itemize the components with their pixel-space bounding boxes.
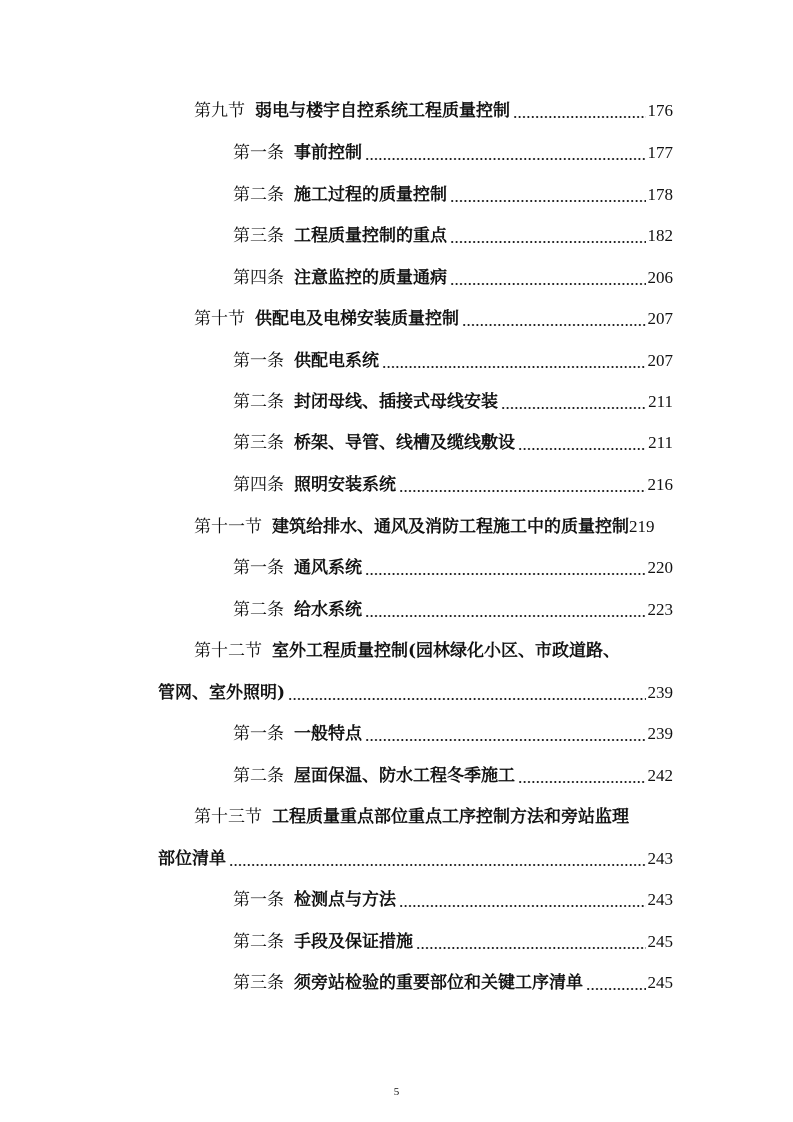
toc-entry-number: 第三条 (233, 973, 284, 993)
toc-entry-title: 室外工程质量控制(园林绿化小区、市政道路、 (272, 641, 621, 661)
toc-entry-page: 207 (647, 309, 673, 328)
page-number: 5 (393, 1086, 400, 1098)
dot-leader (399, 490, 646, 492)
toc-entry-title: 给水系统 (294, 600, 362, 620)
toc-entry-number: 第四条 (233, 475, 284, 495)
toc-entry-number: 第一条 (233, 890, 284, 910)
toc-entry-title: 一般特点 (294, 724, 362, 744)
dot-leader (365, 615, 646, 617)
toc-entry-number: 第一条 (233, 558, 284, 578)
toc-entry-title: 管网、室外照明) (158, 683, 286, 703)
toc-entry-page: 182 (647, 226, 673, 245)
toc-entry-title: 照明安装系统 (294, 475, 396, 495)
dot-leader (229, 864, 646, 866)
toc-entry-number: 第十一节 (194, 517, 262, 537)
toc-entry-number: 第二条 (233, 766, 284, 786)
toc-entry-title: 施工过程的质量控制 (294, 185, 447, 205)
toc-entry-title: 封闭母线、插接式母线安装 (294, 392, 498, 412)
dot-leader (450, 241, 646, 243)
toc-entry-title: 注意监控的质量通病 (294, 268, 447, 288)
toc-entry-article[interactable] (233, 885, 673, 911)
toc-entry-page: 220 (647, 558, 673, 577)
toc-entry-number: 第四条 (233, 268, 284, 288)
toc-entry-page: 206 (647, 268, 673, 287)
toc-entry-page: 176 (647, 101, 673, 120)
toc-entry-title: 弱电与楼宇自控系统工程质量控制 (255, 101, 510, 121)
toc-entry-page: 178 (647, 185, 673, 204)
dot-leader (399, 905, 646, 907)
toc-entry-page: 216 (647, 475, 673, 494)
toc-entry-article[interactable] (233, 470, 673, 496)
toc-entry-title: 工程质量控制的重点 (294, 226, 447, 246)
toc-entry-number: 第一条 (233, 143, 284, 163)
toc-entry-title: 手段及保证措施 (294, 932, 413, 952)
toc-entry-number: 第三条 (233, 433, 284, 453)
toc-entry-number: 第二条 (233, 392, 284, 412)
toc-entry-title: 须旁站检验的重要部位和关键工序清单 (294, 973, 583, 993)
toc-entry-article[interactable] (233, 263, 673, 289)
toc-entry-title: 建筑给排水、通风及消防工程施工中的质量控制 (272, 517, 629, 537)
dot-leader (518, 448, 646, 450)
toc-entry-number: 第十节 (194, 309, 245, 329)
dot-leader (518, 781, 646, 783)
dot-leader (586, 988, 646, 990)
toc-entry-page: 219 (629, 517, 655, 536)
toc-entry-section-11[interactable] (194, 512, 699, 538)
toc-entry-section-13[interactable] (194, 802, 629, 828)
toc-entry-article[interactable] (233, 719, 673, 745)
toc-entry-article[interactable] (233, 346, 673, 372)
toc-entry-page: 177 (647, 143, 673, 162)
dot-leader (365, 739, 646, 741)
dot-leader (416, 947, 646, 949)
toc-entry-article[interactable] (233, 221, 673, 247)
toc-entry-page: 243 (647, 890, 673, 909)
toc-entry-page: 211 (648, 392, 673, 411)
toc-entry-continuation[interactable] (158, 678, 673, 704)
toc-entry-number: 第二条 (233, 185, 284, 205)
toc-entry-title: 桥架、导管、线槽及缆线敷设 (294, 433, 515, 453)
toc-entry-title: 通风系统 (294, 558, 362, 578)
toc-entry-number: 第一条 (233, 724, 284, 744)
toc-entry-article[interactable] (233, 180, 673, 206)
toc-entry-article[interactable] (233, 428, 673, 454)
toc-entry-title: 屋面保温、防水工程冬季施工 (294, 766, 515, 786)
dot-leader (450, 200, 646, 202)
toc-entry-section-10[interactable] (194, 304, 673, 330)
toc-entry-page: 223 (647, 600, 673, 619)
toc-entry-title: 检测点与方法 (294, 890, 396, 910)
toc-entry-number: 第九节 (194, 101, 245, 121)
toc-entry-article[interactable] (233, 927, 673, 953)
toc-entry-section-9[interactable] (194, 96, 673, 122)
toc-entry-page: 243 (647, 849, 673, 868)
toc-entry-page: 245 (647, 932, 673, 951)
toc-entry-number: 第十三节 (194, 807, 262, 827)
dot-leader (513, 116, 646, 118)
dot-leader (450, 283, 646, 285)
toc-entry-number: 第十二节 (194, 641, 262, 661)
toc-entry-page: 211 (648, 433, 673, 452)
dot-leader (501, 407, 646, 409)
toc-entry-article[interactable] (233, 968, 673, 994)
toc-entry-article[interactable] (233, 553, 673, 579)
toc-entry-number: 第二条 (233, 932, 284, 952)
toc-entry-page: 239 (647, 683, 673, 702)
toc-entry-article[interactable] (233, 761, 673, 787)
toc-entry-title: 工程质量重点部位重点工序控制方法和旁站监理 (272, 807, 629, 827)
toc-entry-title: 供配电系统 (294, 351, 379, 371)
toc-entry-page: 242 (647, 766, 673, 785)
dot-leader (365, 573, 646, 575)
toc-entry-article[interactable] (233, 387, 673, 413)
toc-entry-number: 第一条 (233, 351, 284, 371)
dot-leader (288, 698, 645, 700)
toc-entry-number: 第二条 (233, 600, 284, 620)
toc-entry-title: 部位清单 (158, 849, 226, 869)
dot-leader (382, 366, 646, 368)
toc-entry-article[interactable] (233, 595, 673, 621)
toc-entry-continuation[interactable] (158, 844, 673, 870)
toc-entry-section-12[interactable] (194, 636, 620, 662)
toc-entry-title: 供配电及电梯安装质量控制 (255, 309, 459, 329)
toc-entry-page: 245 (647, 973, 673, 992)
dot-leader (365, 158, 646, 160)
toc-entry-number: 第三条 (233, 226, 284, 246)
toc-entry-page: 239 (647, 724, 673, 743)
toc-entry-title: 事前控制 (294, 143, 362, 163)
dot-leader (462, 324, 646, 326)
toc-entry-page: 207 (647, 351, 673, 370)
toc-entry-article[interactable] (233, 138, 673, 164)
